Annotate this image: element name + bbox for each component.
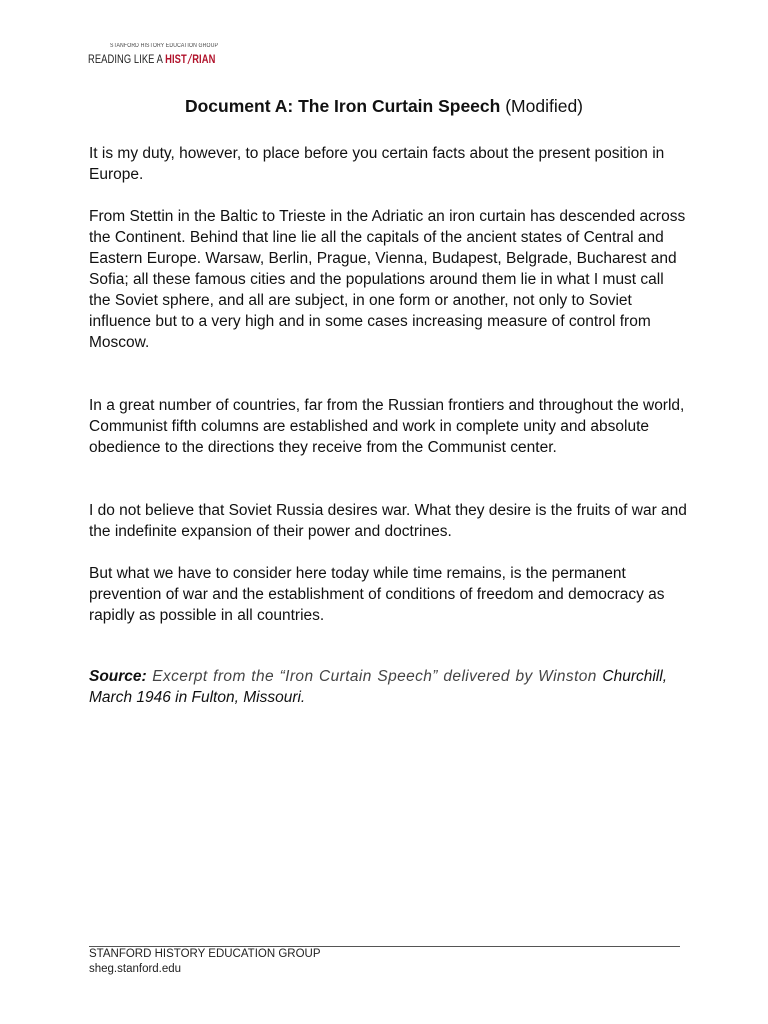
document-title-main: Document A: The Iron Curtain Speech	[184, 96, 501, 116]
paragraph-2: From Stettin in the Baltic to Trieste in the Adriatic an iron curtain has descended across the Continent. Behind that line lie all the capitals of the ancient states of Central and Eastern Europe. Warsaw, Berlin, Prague, Vienna, Budapest, Belgrade, Bucharest and Sofia; all these famous cities and the populations around them lie in what I must call the Soviet sphere, and all are subject, in one form or another, not only to Soviet influence but to a very high and in some cases increasing measure of control from Moscow.	[89, 208, 686, 351]
footer-organization: STANFORD HISTORY EDUCATION GROUP	[89, 948, 321, 960]
footer-divider	[89, 946, 680, 947]
sheg-logo	[88, 43, 268, 71]
paragraph-4: I do not believe that Soviet Russia desires war. What they desire is the fruits of war and the indefinite expansion of their power and doctrines.	[89, 502, 687, 540]
quill-icon	[187, 53, 192, 65]
logo-wordmark	[88, 52, 215, 66]
source-tail: Churchill, March 1946 in Fulton, Missouri.	[89, 668, 667, 706]
source-citation	[89, 666, 667, 708]
logo-red-part-1: HIST	[165, 52, 187, 66]
logo-prefix: READING LIKE A	[88, 52, 166, 66]
paragraph-1: It is my duty, however, to place before you certain facts about the present position in Europe.	[89, 145, 665, 183]
paragraph-3: In a great number of countries, far from the Russian frontiers and throughout the world, Communist fifth columns are established and work in complete unity and absolute obedience to the directions they receive from the Communist center.	[89, 397, 685, 456]
document-title	[0, 96, 768, 117]
document-title-suffix: (Modified)	[500, 96, 584, 116]
logo-top-text: STANFORD HISTORY EDUCATION GROUP	[110, 43, 219, 49]
source-excerpt: Excerpt from the “Iron Curtain Speech” delivered by Winston	[146, 668, 603, 685]
source-label: Source:	[89, 668, 147, 685]
footer-url: sheg.stanford.edu	[89, 963, 182, 975]
paragraph-5: But what we have to consider here today while time remains, is the permanent prevention of war and the establishment of conditions of freedom and democracy as rapidly as possible in all countries.	[89, 565, 665, 624]
logo-red-part-2: RIAN	[192, 52, 216, 66]
